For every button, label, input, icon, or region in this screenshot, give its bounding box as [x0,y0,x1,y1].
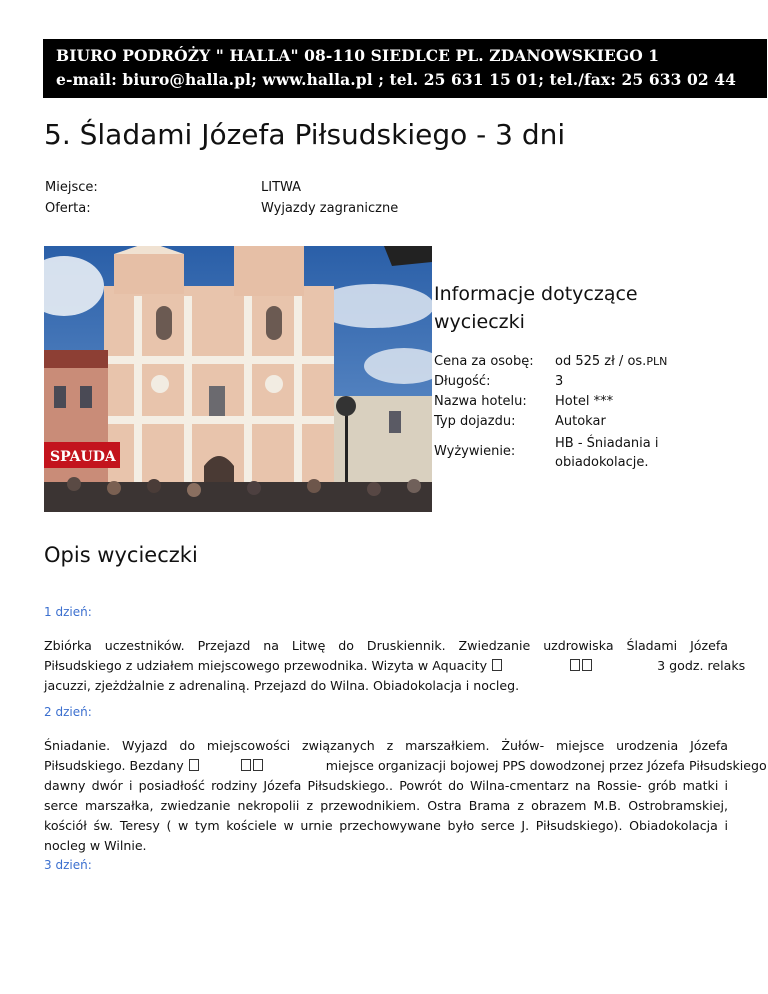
description-heading: Opis wycieczki [44,543,198,567]
banner-contact-line: e-mail: biuro@halla.pl; www.halla.pl ; tel. 25 631 15 01; tel./fax: 25 633 02 44 [56,70,737,89]
price-amount: od 525 zł / os. [555,354,647,369]
missing-glyph-icon [253,759,263,771]
day-2-line-4: serce marszałka, zwiedzanie nekropolii z przewodnikiem. Ostra Brama z obrazem M.B. Ostrobramskiej, [44,798,728,813]
place-label: Miejsce: [45,180,98,195]
agency-header-banner [43,39,767,98]
offer-value: Wyjazdy zagraniczne [261,201,399,216]
day-1-text [44,636,746,696]
day-2-line-1: Śniadanie. Wyjazd do miejscowości związanych z marszałkiem. Żułów- miejsce urodzenia Józefa [44,738,728,753]
day-2-line-2-start: Piłsudskiego. Bezdany [44,758,184,773]
missing-glyph-icon [189,759,199,771]
hotel-value: Hotel *** [555,394,614,409]
day-1-line-2-end: 3 godz. relaks [657,658,746,673]
place-value: LITWA [261,180,302,195]
price-label: Cena za osobę: [434,354,534,369]
day-2-line-3: dawny dwór i posiadłość rodziny Józefa Piłsudskiego.. Powrót do Wilna-cmentarz na Rossie- grób matki i [44,778,728,793]
day-2-line-6: nocleg w Wilnie. [44,838,147,853]
missing-glyph-icon [241,759,251,771]
banner-address-line: BIURO PODRÓŻY " HALLA" 08-110 SIEDLCE PL. ZDANOWSKIEGO 1 [56,46,660,65]
day-1-label: 1 dzień: [44,605,92,619]
day-1-line-1: Zbiórka uczestników. Przejazd na Litwę do Druskiennik. Zwiedzanie uzdrowiska Śladami Józefa [44,638,728,653]
transport-value: Autokar [555,414,606,429]
day-3-label: 3 dzień: [44,858,92,872]
hotel-label: Nazwa hotelu: [434,394,527,409]
missing-glyph-icon [582,659,592,671]
price-value [555,354,685,369]
missing-glyph-icon [570,659,580,671]
day-2-text [44,736,767,856]
day-2-line-5: kościół św. Teresy ( w tym kościele w urnie przechowywane było serce J. Piłsudskiego). Obiadokolacja i [44,818,728,833]
day-2-line-2 [44,756,767,776]
price-currency: PLN [646,355,668,368]
trip-info-heading: Informacje dotyczące wycieczki [434,283,638,333]
day-2-line-2-end: miejsce organizacji bojowej PPS dowodzonej przez Józefa Piłsudskiego [325,758,767,773]
day-2-label: 2 dzień: [44,705,92,719]
page-title: 5. Śladami Józefa Piłsudskiego - 3 dni [44,118,566,151]
duration-label: Długość: [434,374,491,389]
missing-glyph-icon [492,659,502,671]
day-1-line-2-start: Piłsudskiego z udziałem miejscowego przewodnika. Wizyta w Aquacity [44,658,488,673]
shop-sign-text: SPAUDA [50,449,116,465]
day-1-line-2 [44,656,746,676]
offer-label: Oferta: [45,201,91,216]
trip-photo [44,246,432,512]
duration-value: 3 [555,374,564,389]
transport-label: Typ dojazdu: [434,414,516,429]
board-label: Wyżywienie: [434,444,516,459]
board-value: HB - Śniadania i obiadokolacje. [555,436,659,470]
day-1-line-3: jacuzzi, zjeżdżalnie z adrenaliną. Przejazd do Wilna. Obiadokolacja i nocleg. [44,678,520,693]
